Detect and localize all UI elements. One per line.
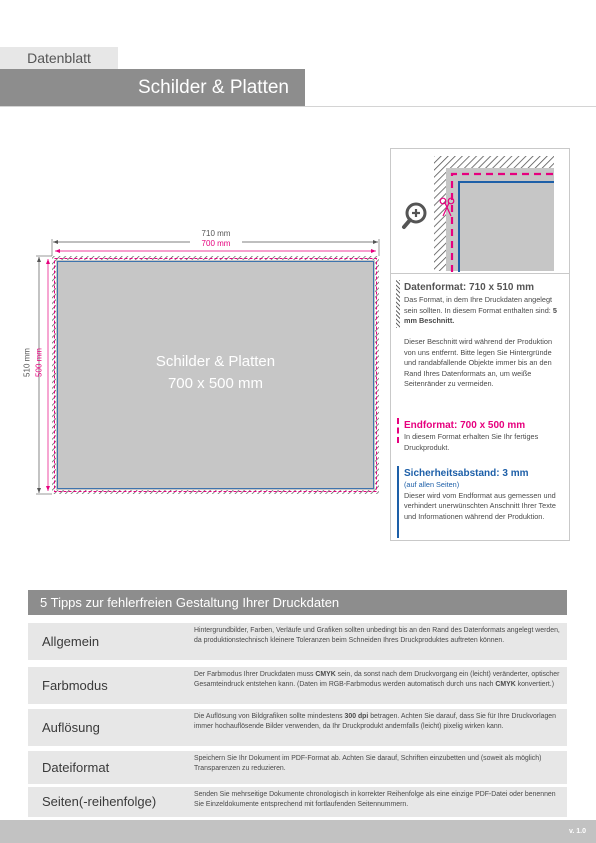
- tip-label: Dateiformat: [42, 760, 110, 775]
- datasheet-label: Datenblatt: [27, 50, 91, 66]
- tip-label: Farbmodus: [42, 678, 108, 693]
- footer-bar: [0, 820, 596, 843]
- tip-label: Allgemein: [42, 634, 100, 649]
- endformat-text: In diesem Format erhalten Sie Ihr fertiges Druckprodukt.: [404, 432, 539, 452]
- zoom-icon: [404, 204, 425, 227]
- sicherheit-text: (auf allen Seiten) Dieser wird vom Endformat aus gemessen und verhindert unerwünschten Anschnitt Ihrer Texte und Informationen während der Produktion.: [404, 480, 556, 521]
- tip-text: Die Auflösung von Bildgrafiken sollte mindestens 300 dpi betragen. Achten Sie darauf, dass Sie für Ihre Druckvorlagen immer hochauflösende Bilder verwenden, da Ihr Druckprodukt andernfalls (leicht) pixelig wirken kann.: [194, 713, 556, 730]
- tip-row-aufloesung: [28, 709, 567, 746]
- tip-row-dateiformat: [28, 751, 567, 784]
- corner-detail-graphic: [391, 149, 569, 273]
- tip-row-farbmodus: [28, 667, 567, 704]
- sicherheit-sub: (auf allen Seiten): [404, 480, 460, 489]
- tip-row-allgemein: [28, 623, 567, 660]
- tips-heading: 5 Tipps zur fehlerfreien Gestaltung Ihrer Druckdaten: [40, 595, 340, 610]
- tip-text: Speichern Sie Ihr Dokument im PDF-Format ab. Achten Sie darauf, Schriften einzubetten und (soweit als möglich) Transparenzen zu reduzieren.: [194, 755, 542, 772]
- panel-divider: [390, 273, 570, 274]
- version-label: v. 1.0: [569, 828, 586, 835]
- datenformat-emphasis: 5 mm Beschnitt.: [404, 305, 557, 326]
- datenformat-title: Datenformat: 710 x 510 mm: [404, 282, 535, 293]
- sicherheit-title: Sicherheitsabstand: 3 mm: [404, 468, 529, 479]
- endformat-marker: [397, 418, 401, 443]
- beschnitt-text: Dieser Beschnitt wird während der Produktion von uns entfernt. Bitte legen Sie Hintergründe und randabfallende Objekte immer bis an den Rand Ihres Datenformats an, um weiße Seitenränder zu vermeiden.: [404, 337, 553, 389]
- inner-height-label: 500 mm: [34, 348, 44, 377]
- tip-row-seiten: [28, 787, 567, 817]
- datenformat-text: Das Format, in dem Ihre Druckdaten angelegt sein sollten. In diesem Format enthalten sind: 5 mm Beschnitt.: [404, 295, 557, 326]
- page-title: Schilder & Platten: [137, 77, 289, 98]
- outer-height-label: 510 mm: [22, 348, 32, 377]
- sicherheit-marker: [397, 466, 399, 538]
- endformat-title: Endformat: 700 x 500 mm: [404, 420, 526, 431]
- product-name: Schilder & Platten: [155, 353, 276, 370]
- header-divider: [0, 106, 596, 107]
- tip-label: Seiten(-reihenfolge): [42, 794, 157, 809]
- tip-text: Hintergrundbilder, Farben, Verläufe und Grafiken sollten unbedingt bis an den Rand des Datenformats angelegt werden, da produktionstechnisch kleinere Toleranzen beim Schneiden Ihres Druckproduktes auftreten können.: [194, 627, 560, 644]
- tip-text: Der Farbmodus Ihrer Druckdaten muss CMYK sein, da sonst nach dem Druckvorgang ein (leicht) veränderter, optischer Gesamteindruck entstehen kann. (Daten im RGB-Farbmodus werden automatisch durch uns nach CMYK konvertiert.): [194, 671, 560, 688]
- outer-width-label: 710 mm: [190, 229, 242, 238]
- product-size: 700 x 500 mm: [167, 375, 264, 392]
- datenformat-marker: [396, 280, 400, 328]
- tip-label: Auflösung: [42, 720, 100, 735]
- tip-text: Senden Sie mehrseitige Dokumente chronologisch in korrekter Reihenfolge als eine einzige PDF-Datei oder benennen Sie Einzeldokumente entsprechend mit fortlaufenden Seitennummern.: [194, 791, 556, 808]
- inner-width-label: 700 mm: [190, 239, 242, 248]
